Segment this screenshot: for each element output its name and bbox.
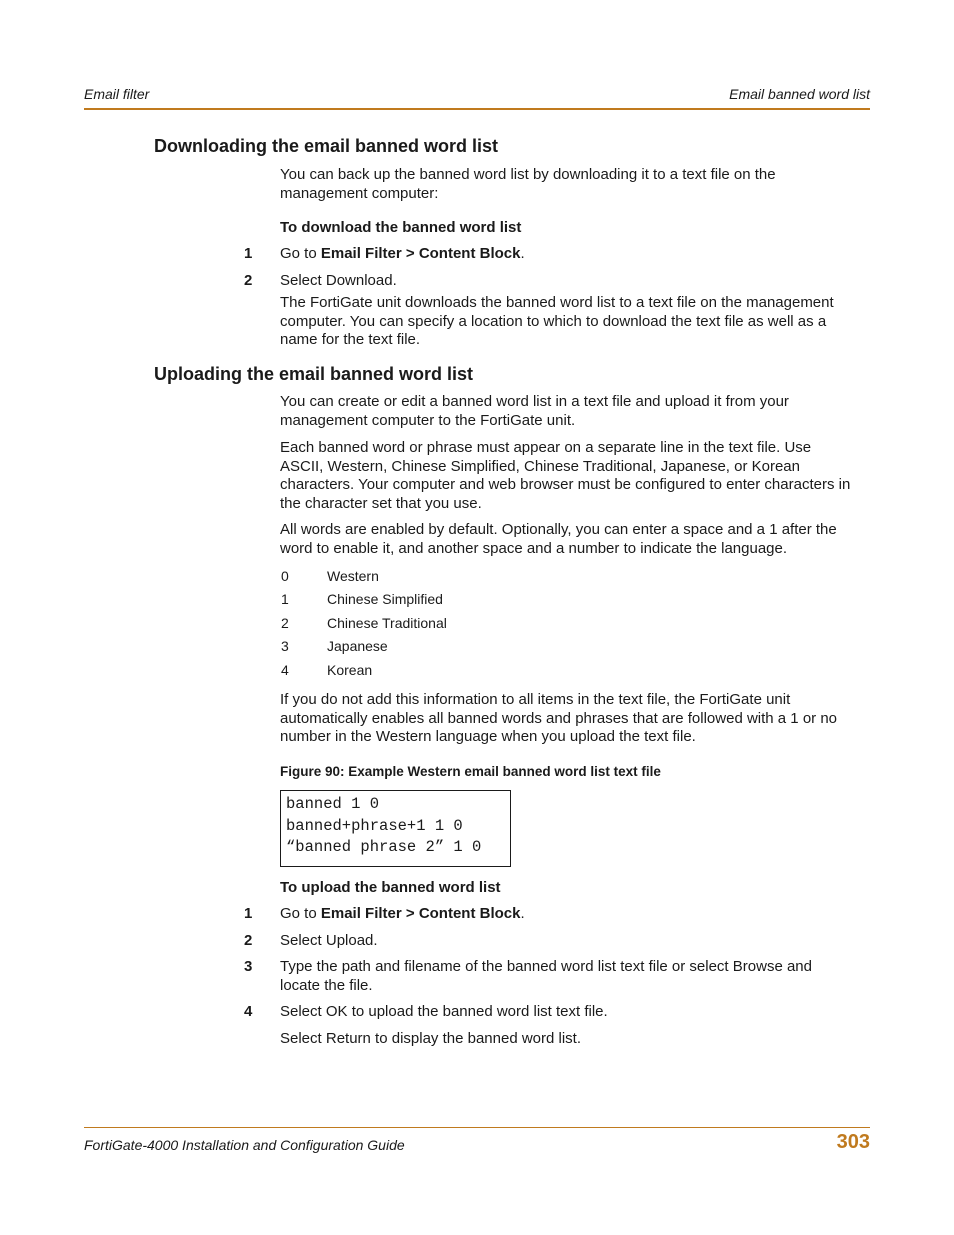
text-line: The FortiGate unit downloads the banned word list to a text file on the management <box>280 294 834 311</box>
header-rule <box>84 108 870 110</box>
upload-closing: Select Return to display the banned word list. <box>280 1030 582 1047</box>
text-line: the character set that you use. <box>280 494 482 512</box>
language-code: 2 <box>281 615 289 631</box>
download-intro <box>280 166 870 203</box>
text-line: If you do not add this information to all items in the text file, the FortiGate unit <box>280 691 791 708</box>
download-step-1 <box>280 245 870 264</box>
step-number: 4 <box>244 1003 253 1020</box>
step-number: 2 <box>244 272 253 289</box>
upload-step-2: Select Upload. <box>280 932 378 949</box>
language-name: Chinese Traditional <box>327 615 447 631</box>
upload-paragraph-2 <box>280 439 870 513</box>
text-line: management computer: <box>280 184 439 202</box>
text-line: You can back up the banned word list by downloading it to a text file on the <box>280 166 776 183</box>
upload-paragraph-1 <box>280 393 870 430</box>
code-line: banned+phrase+1 1 0 <box>286 817 463 835</box>
upload-paragraph-4 <box>280 691 870 747</box>
step-text: Go to <box>280 245 321 262</box>
upload-paragraph-3 <box>280 521 870 558</box>
text-line: computer. You can specify a location to which to download the text file as well as a <box>280 312 827 330</box>
language-code: 4 <box>281 662 289 678</box>
upload-step-1 <box>280 905 870 924</box>
section-heading-upload: Uploading the email banned word list <box>154 364 474 384</box>
text-line: name for the text file. <box>280 331 421 349</box>
text-line: automatically enables all banned words and phrases that are followed with a 1 or no <box>280 709 838 727</box>
step-text: . <box>520 905 525 922</box>
language-name: Western <box>327 568 379 584</box>
text-line: number in the Western language when you upload the text file. <box>280 728 696 746</box>
running-header-left: Email filter <box>84 86 150 102</box>
menu-path: Email Filter > Content Block <box>320 245 521 262</box>
procedure-title-download: To download the banned word list <box>280 219 522 236</box>
text-line: management computer to the FortiGate unit. <box>280 411 576 429</box>
language-name: Japanese <box>327 638 388 654</box>
text-line: locate the file. <box>280 976 373 994</box>
text-line: Type the path and filename of the banned word list text file or select Browse and <box>280 958 812 975</box>
section-heading-download: Downloading the email banned word list <box>154 136 499 156</box>
download-note <box>280 294 870 350</box>
language-name: Korean <box>327 662 373 678</box>
text-line: You can create or edit a banned word list in a text file and upload it from your <box>280 393 789 410</box>
text-line: word to enable it, and another space and a number to indicate the language. <box>280 539 788 557</box>
step-number: 1 <box>244 245 253 262</box>
text-line: ASCII, Western, Chinese Simplified, Chinese Traditional, Japanese, or Korean <box>280 457 800 475</box>
upload-step-4: Select OK to upload the banned word list text file. <box>280 1003 608 1020</box>
step-number: 3 <box>244 958 253 975</box>
running-header-right: Email banned word list <box>729 86 870 102</box>
procedure-title-upload: To upload the banned word list <box>280 879 501 896</box>
language-name: Chinese Simplified <box>327 591 443 607</box>
menu-path: Email Filter > Content Block <box>320 905 521 922</box>
upload-step-3 <box>280 958 870 995</box>
step-number: 2 <box>244 932 253 949</box>
text-line: characters. Your computer and web browser must be configured to enter characters in <box>280 476 851 494</box>
text-line: Each banned word or phrase must appear on a separate line in the text file. Use <box>280 439 812 456</box>
figure-caption: Figure 90: Example Western email banned word list text file <box>280 764 661 779</box>
step-number: 1 <box>244 905 253 922</box>
step-text: Go to <box>280 905 321 922</box>
step-text: . <box>520 245 525 262</box>
code-line: “banned phrase 2” 1 0 <box>286 838 482 856</box>
language-code: 3 <box>281 638 289 654</box>
download-step-2: Select Download. <box>280 272 397 289</box>
page-number: 303 <box>836 1131 870 1153</box>
language-code: 0 <box>281 568 289 584</box>
footer-rule <box>84 1127 870 1128</box>
language-code: 1 <box>281 591 289 607</box>
footer-guide-title: FortiGate-4000 Installation and Configuration Guide <box>84 1137 405 1153</box>
code-line: banned 1 0 <box>286 795 380 813</box>
text-line: All words are enabled by default. Optionally, you can enter a space and a 1 after the <box>280 521 837 538</box>
